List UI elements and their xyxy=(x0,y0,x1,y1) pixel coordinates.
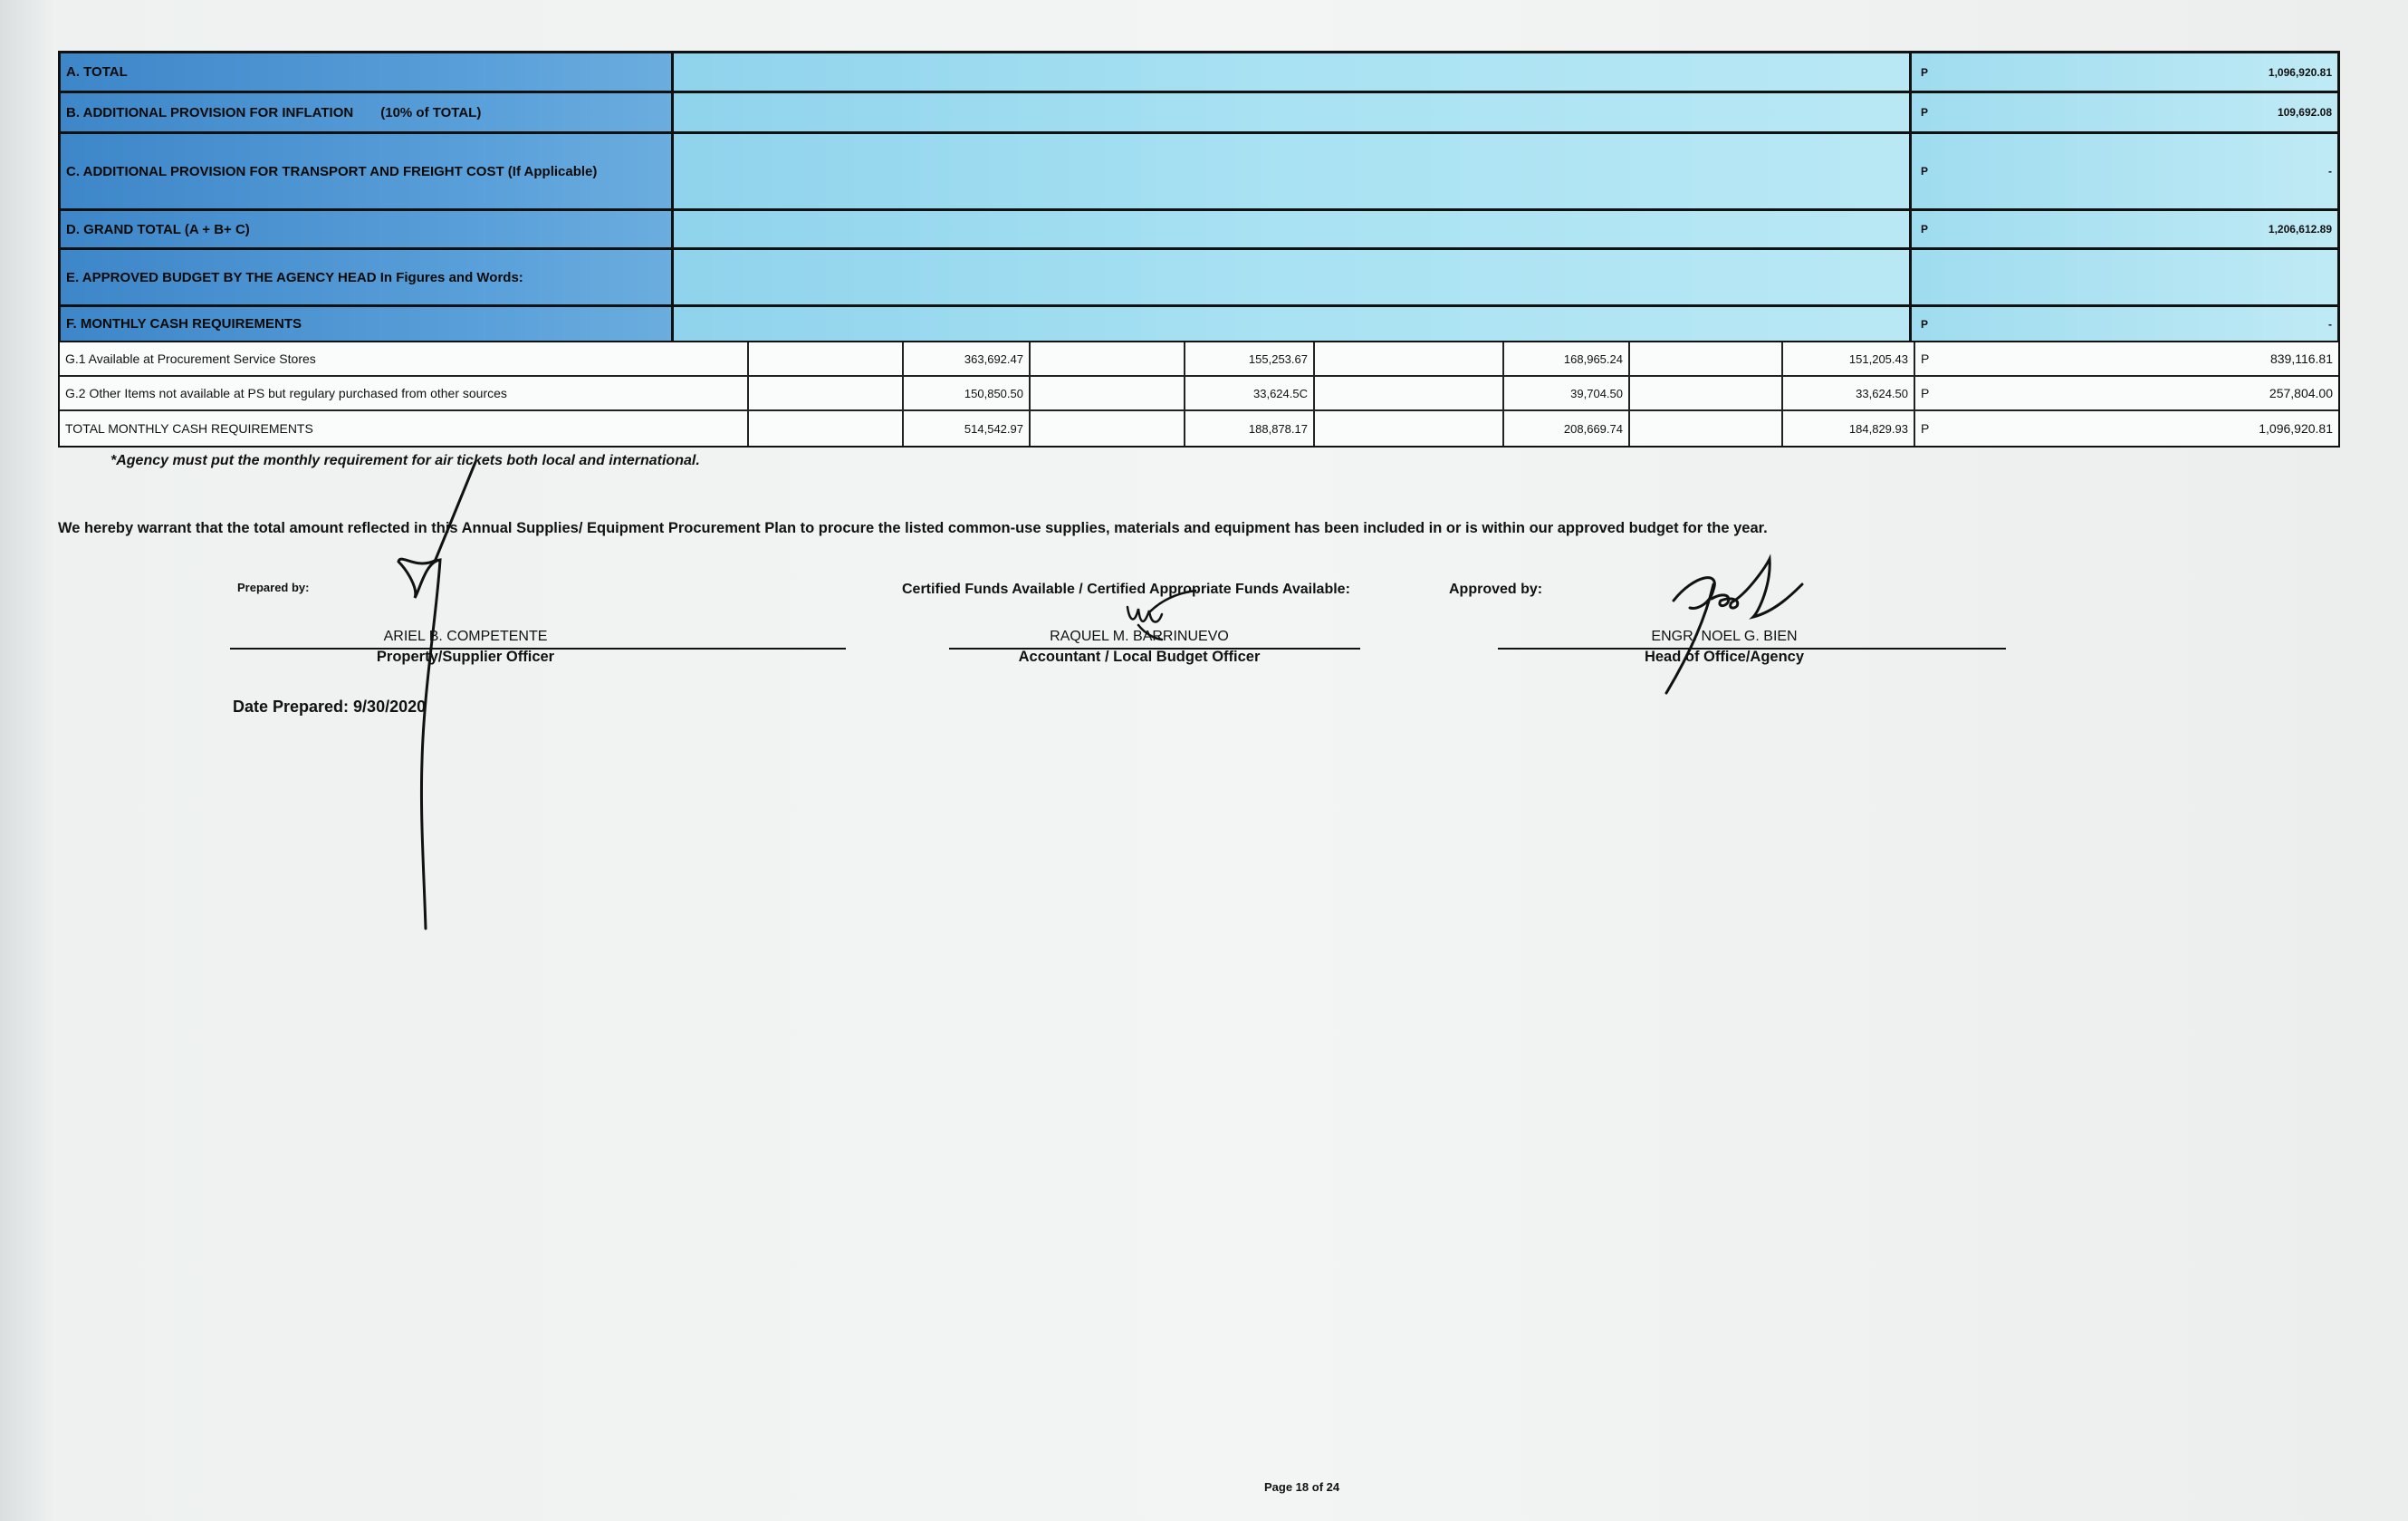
summary-label: F. MONTHLY CASH REQUIREMENTS xyxy=(61,307,674,341)
summary-amount: 1,096,920.81 xyxy=(2268,65,2332,79)
q1-amount: 150,850.50 xyxy=(904,377,1031,409)
summary-label: B. ADDITIONAL PROVISION FOR INFLATION xyxy=(66,104,354,120)
summary-label: E. APPROVED BUDGET BY THE AGENCY HEAD In Figures and Words: xyxy=(61,250,674,304)
air-ticket-note: *Agency must put the monthly requirement for air tickets both local and international. xyxy=(110,453,700,468)
empty-cell xyxy=(1630,411,1783,446)
q3-amount: 168,965.24 xyxy=(1504,342,1630,375)
summary-spacer xyxy=(674,53,1912,91)
signature-prepared-by xyxy=(380,453,489,942)
row-label: TOTAL MONTHLY CASH REQUIREMENTS xyxy=(60,411,749,446)
peso-symbol: P xyxy=(1921,421,1930,436)
prepared-by-name: ARIEL B. COMPETENTE xyxy=(383,629,548,644)
q2-amount: 33,624.5C xyxy=(1185,377,1315,409)
empty-cell xyxy=(749,411,904,446)
empty-cell xyxy=(1031,377,1185,409)
summary-spacer xyxy=(674,307,1912,341)
summary-amount: 109,692.08 xyxy=(2277,106,2332,119)
summary-table xyxy=(58,51,2340,343)
row-total: 839,116.81 xyxy=(2269,351,2333,366)
peso-symbol: P xyxy=(1921,223,1929,236)
certified-heading: Certified Funds Available / Certified Appropriate Funds Available: xyxy=(902,582,1350,597)
empty-cell xyxy=(749,342,904,375)
prepared-by-title: Property/Supplier Officer xyxy=(376,649,555,665)
table-row xyxy=(60,377,2338,411)
q1-amount: 514,542.97 xyxy=(904,411,1031,446)
q4-amount: 151,205.43 xyxy=(1783,342,1915,375)
empty-cell xyxy=(1031,342,1185,375)
empty-cell xyxy=(1630,342,1783,375)
monthly-cash-table xyxy=(58,341,2340,448)
summary-label: A. TOTAL xyxy=(61,53,674,91)
empty-cell xyxy=(1315,377,1504,409)
summary-spacer xyxy=(674,93,1912,131)
table-row xyxy=(60,411,2338,446)
peso-symbol: P xyxy=(1921,65,1929,79)
q4-amount: 33,624.50 xyxy=(1783,377,1915,409)
summary-amount-cell xyxy=(1912,307,2337,341)
q2-amount: 188,878.17 xyxy=(1185,411,1315,446)
summary-label-wrap xyxy=(61,93,674,131)
row-label: G.1 Available at Procurement Service Stores xyxy=(60,342,749,375)
warranty-statement: We hereby warrant that the total amount reflected in this Annual Supplies/ Equipment Procurement Plan to procure the listed common-use supplies, materials and equipment has been included in or is within our approved budget for the year. xyxy=(58,520,1768,536)
summary-amount-cell xyxy=(1912,53,2337,91)
summary-spacer xyxy=(674,250,1912,304)
approved-by-title: Head of Office/Agency xyxy=(1644,649,1805,665)
summary-amount-cell xyxy=(1912,134,2337,208)
summary-row-transport xyxy=(61,134,2337,211)
peso-symbol: P xyxy=(1921,165,1929,178)
summary-label: C. ADDITIONAL PROVISION FOR TRANSPORT AND FREIGHT COST (If Applicable) xyxy=(61,134,674,208)
approved-by-name: ENGR. NOEL G. BIEN xyxy=(1651,629,1798,644)
summary-row-monthly-cash xyxy=(61,307,2337,341)
peso-symbol: P xyxy=(1921,386,1930,400)
q4-amount: 184,829.93 xyxy=(1783,411,1915,446)
peso-symbol: P xyxy=(1921,106,1929,119)
peso-symbol: P xyxy=(1921,351,1930,366)
empty-cell xyxy=(1315,342,1504,375)
summary-amount: - xyxy=(2328,317,2332,331)
empty-cell xyxy=(749,377,904,409)
empty-cell xyxy=(1315,411,1504,446)
inflation-percent: (10% of TOTAL) xyxy=(380,104,482,120)
row-total-cell xyxy=(1915,411,2338,446)
q3-amount: 208,669.74 xyxy=(1504,411,1630,446)
row-label: G.2 Other Items not available at PS but regulary purchased from other sources xyxy=(60,377,749,409)
signature-certified xyxy=(1118,589,1200,643)
summary-amount: - xyxy=(2328,165,2332,178)
row-total: 1,096,920.81 xyxy=(2259,421,2333,436)
prepared-by-heading: Prepared by: xyxy=(237,581,310,594)
summary-row-inflation xyxy=(61,93,2337,134)
empty-cell xyxy=(1031,411,1185,446)
summary-row-approved-budget xyxy=(61,250,2337,307)
row-total: 257,804.00 xyxy=(2269,386,2333,400)
empty-cell xyxy=(1630,377,1783,409)
summary-amount-cell xyxy=(1912,93,2337,131)
approved-budget-amount xyxy=(1912,250,2337,304)
certified-name: RAQUEL M. BARRINUEVO xyxy=(1050,629,1229,644)
table-row xyxy=(60,342,2338,377)
certified-title: Accountant / Local Budget Officer xyxy=(1018,649,1261,665)
approved-by-heading: Approved by: xyxy=(1449,582,1543,597)
page-number: Page 18 of 24 xyxy=(1264,1480,1340,1494)
summary-row-total xyxy=(61,53,2337,93)
row-total-cell xyxy=(1915,342,2338,375)
q1-amount: 363,692.47 xyxy=(904,342,1031,375)
q2-amount: 155,253.67 xyxy=(1185,342,1315,375)
row-total-cell xyxy=(1915,377,2338,409)
summary-label: D. GRAND TOTAL (A + B+ C) xyxy=(61,211,674,247)
date-prepared: Date Prepared: 9/30/2020 xyxy=(233,698,427,716)
summary-row-grand-total xyxy=(61,211,2337,250)
summary-spacer xyxy=(674,211,1912,247)
summary-amount-cell xyxy=(1912,211,2337,247)
signature-approved-by xyxy=(1657,557,1820,702)
q3-amount: 39,704.50 xyxy=(1504,377,1630,409)
summary-amount: 1,206,612.89 xyxy=(2268,223,2332,236)
peso-symbol: P xyxy=(1921,317,1929,331)
summary-spacer xyxy=(674,134,1912,208)
